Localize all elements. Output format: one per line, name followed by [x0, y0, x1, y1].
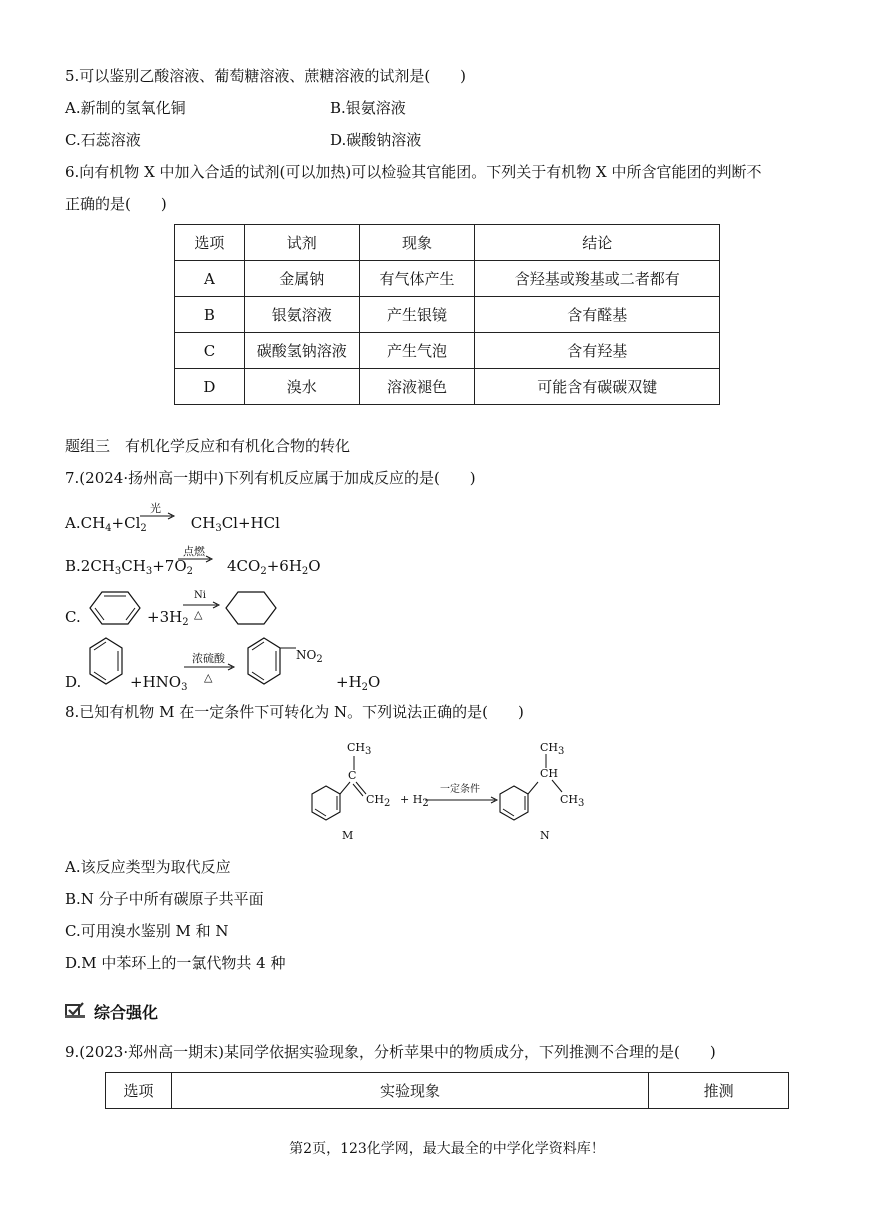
q6-stem-line2: 正确的是( ) [65, 195, 167, 213]
q7-c-catalyst: Ni [194, 590, 206, 601]
table-cell: 含羟基或羧基或二者都有 [475, 261, 720, 297]
table-cell: 溴水 [244, 369, 359, 405]
table-cell: 金属钠 [244, 261, 359, 297]
q6-stem-line1: 6.向有机物 X 中加入合适的试剂(可以加热)可以检验其官能团。下列关于有机物 X 中所含官能团的判断不 [65, 163, 762, 181]
q8-stem: 8.已知有机物 M 在一定条件下可转化为 N。下列说法正确的是( ) [65, 703, 524, 721]
q7-d-catalyst: 浓硫酸 [192, 652, 225, 665]
q7-option-c-label: C. [65, 608, 81, 626]
table-cell: A [175, 261, 245, 297]
table-header-row [106, 1073, 789, 1109]
n-ch3-label: $CH_3$ [560, 793, 585, 809]
reaction-arrow-icon [140, 512, 176, 520]
page-footer: 第2页，123化学网，最大最全的中学化学资料库！ [289, 1141, 605, 1157]
table-row [175, 369, 720, 405]
q8-option-c: C.可用溴水鉴别 M 和 N [65, 922, 229, 940]
q7-d-heat: △ [204, 671, 213, 684]
table-cell: 有气体产生 [359, 261, 475, 297]
table-header-cell: 选项 [106, 1073, 172, 1109]
table-cell: 银氨溶液 [244, 297, 359, 333]
q8-option-b: B.N 分子中所有碳原子共平面 [65, 890, 264, 908]
group-heading: 题组三 有机化学反应和有机化合物的转化 [65, 437, 351, 455]
table-header-cell: 现象 [359, 225, 475, 261]
q9-table [105, 1072, 789, 1109]
q7-b-condition: 点燃 [183, 545, 205, 558]
q6-table [174, 224, 720, 405]
n-compound-label: N [540, 829, 550, 842]
table-header-cell: 实验现象 [171, 1073, 648, 1109]
section-title: 综合强化 [94, 1003, 159, 1022]
table-row [175, 297, 720, 333]
q5-option-d: D.碳酸钠溶液 [330, 131, 422, 149]
table-cell: 产生气泡 [359, 333, 475, 369]
q7-option-b: $B.2CH_3CH_3+7O_2$ $4CO_2+6H_2O$ [65, 557, 321, 577]
table-header-cell: 推测 [649, 1073, 789, 1109]
q7-option-c-reagent: $+3H_2$ [147, 608, 189, 628]
m-ch3-label: $CH_3$ [347, 741, 372, 757]
q8-option-d: D.M 中苯环上的一氯代物共 4 种 [65, 954, 286, 972]
benzene-ring-icon [88, 636, 124, 688]
q7-option-d-reagent: $+HNO_3$ [130, 673, 188, 693]
n-ch3-top-label: $CH_3$ [540, 741, 565, 757]
q7-a-condition: 光 [150, 502, 161, 515]
q7-stem: 7.(2024·扬州高一期中)下列有机反应属于加成反应的是( ) [65, 469, 476, 487]
table-cell: 溶液褪色 [359, 369, 475, 405]
q8-option-a: A.该反应类型为取代反应 [65, 858, 231, 876]
table-header-cell: 选项 [175, 225, 245, 261]
q5-option-b: B.银氨溶液 [330, 99, 406, 117]
table-header-row [175, 225, 720, 261]
q5-option-c: C.石蕊溶液 [65, 131, 141, 149]
table-cell: C [175, 333, 245, 369]
q5-option-a: A.新制的氢氧化铜 [65, 99, 186, 117]
m-compound-label: M [342, 829, 354, 842]
table-cell: 含有醛基 [475, 297, 720, 333]
q7-d-nitro-group: $NO_2$ [296, 648, 323, 665]
q7-option-d-label: D. [65, 673, 82, 691]
table-row [175, 261, 720, 297]
check-square-icon [65, 1002, 85, 1018]
benzene-ring-icon [500, 786, 528, 820]
table-cell: 产生银镜 [359, 297, 475, 333]
cyclohexane-ring-icon [224, 590, 278, 626]
table-header-cell: 结论 [475, 225, 720, 261]
table-cell: 碳酸氢钠溶液 [244, 333, 359, 369]
q7-option-a: $A.CH_4+Cl_2$ $CH_3Cl+HCl$ [65, 514, 280, 534]
table-cell: D [175, 369, 245, 405]
table-row [175, 333, 720, 369]
benzene-ring-icon [312, 786, 340, 820]
q7-option-d-product: $+H_2O$ [336, 673, 381, 693]
m-ch2-label: $CH_2$ [366, 793, 391, 809]
arrow-condition: 一定条件 [440, 784, 480, 795]
table-cell: 可能含有碳碳双键 [475, 369, 720, 405]
q9-stem: 9.(2023·郑州高一期末)某同学依据实验现象，分析苹果中的物质成分，下列推测不合理的是( ) [65, 1043, 716, 1061]
q5-stem: 5.可以鉴别乙酸溶液、葡萄糖溶液、蔗糖溶液的试剂是( ) [65, 67, 467, 85]
h2-label: + $H_2$ [400, 793, 429, 809]
n-ch-label: CH [540, 767, 559, 780]
reaction-arrow-icon [178, 555, 214, 563]
table-header-cell: 试剂 [244, 225, 359, 261]
table-cell: B [175, 297, 245, 333]
q7-c-heat: △ [194, 608, 203, 621]
table-cell: 含有羟基 [475, 333, 720, 369]
m-c-label: C [348, 769, 357, 782]
benzene-ring-icon [88, 590, 142, 626]
